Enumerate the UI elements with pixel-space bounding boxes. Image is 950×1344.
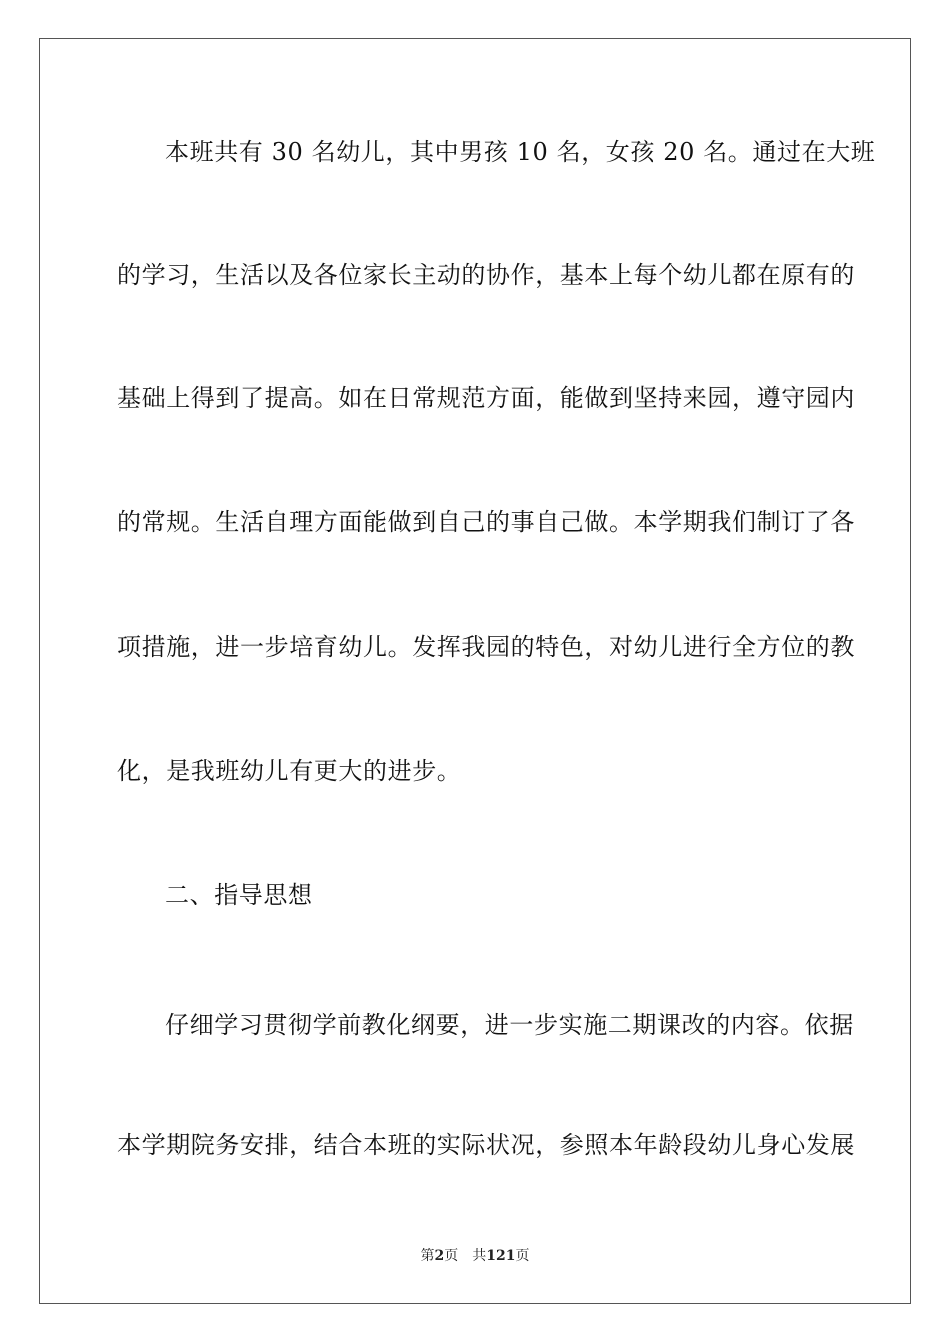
paragraph-line-8: 本学期院务安排，结合本班的实际状况，参照本年龄段幼儿身心发展 [117,1131,855,1159]
footer-total-suffix: 页 [515,1248,530,1264]
page-footer [0,1248,950,1264]
paragraph-line-6: 化，是我班幼儿有更大的进步。 [117,757,462,785]
paragraph-line-7: 仔细学习贯彻学前教化纲要，进一步实施二期课改的内容。依据 [165,1011,854,1039]
paragraph-line-2: 的学习，生活以及各位家长主动的协作，基本上每个幼儿都在原有的 [117,261,855,289]
footer-total-number: 121 [486,1248,516,1264]
paragraph-line-3: 基础上得到了提高。如在日常规范方面，能做到坚持来园，遵守园内 [117,384,855,412]
footer-page-suffix: 页 [444,1248,459,1264]
footer-page-prefix: 第 [420,1248,435,1264]
footer-total-prefix: 共 [472,1248,487,1264]
section-heading: 二、指导思想 [165,881,313,909]
paragraph-line-1: 本班共有 30 名幼儿，其中男孩 10 名，女孩 20 名。通过在大班 [165,138,876,166]
footer-page-number: 2 [434,1248,445,1264]
paragraph-line-4: 的常规。生活自理方面能做到自己的事自己做。本学期我们制订了各 [117,508,855,536]
page-border [39,38,911,1304]
paragraph-line-5: 项措施，进一步培育幼儿。发挥我园的特色，对幼儿进行全方位的教 [117,633,855,661]
